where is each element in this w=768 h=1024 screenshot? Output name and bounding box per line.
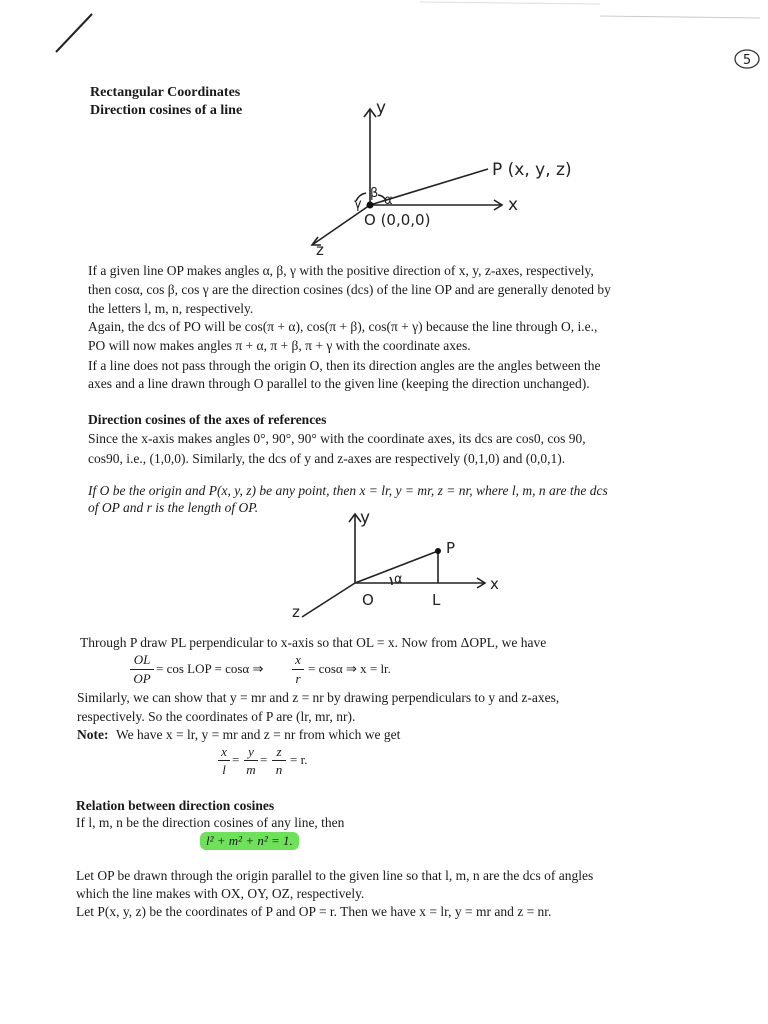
eq2-bar2: [244, 760, 258, 761]
title-rectangular-coordinates: Rectangular Coordinates: [90, 85, 241, 100]
page-number: 5: [742, 53, 752, 68]
highlighted-identity: l² + m² + n² = 1.: [200, 832, 299, 850]
fig2-l-label: L: [432, 591, 441, 609]
heading-relation-dcs: Relation between direction cosines: [76, 798, 275, 813]
para4: Through P draw PL perpendicular to x-axis so that OL = x. Now from ΔOPL, we have: [80, 635, 547, 650]
para3-line1: If O be the origin and P(x, y, z) be any point, then x = lr, y = mr, z = nr, where l, m, n are the dcs: [88, 483, 608, 498]
eq2-n3: z: [276, 744, 282, 759]
eq1-num1: OL: [133, 652, 151, 667]
origin-point: [367, 202, 374, 209]
fig2-y-label: y: [360, 508, 371, 528]
fig1-gamma-label: γ: [354, 197, 362, 212]
para3-line2: of OP and r is the length of OP.: [88, 500, 259, 515]
para1-line3: the letters l, m, n, respectively.: [88, 301, 254, 316]
eq1-den2: r: [295, 671, 301, 686]
fig2-point-p: [435, 548, 441, 554]
page-number-circle: [732, 46, 762, 72]
para1-line1: If a given line OP makes angles α, β, γ with the positive direction of x, y, z-axes, respectively,: [88, 263, 594, 278]
fig1-alpha-label: α: [384, 193, 393, 208]
fig1-beta-label: β: [370, 186, 379, 201]
fig1-z-label: z: [316, 241, 324, 259]
scan-corner-mark: [0, 0, 768, 60]
fig1-x-label: x: [508, 195, 519, 215]
eq1-tail: = cosα ⇒ x = lr.: [308, 661, 391, 676]
eq1-fraction-bar2: [292, 669, 304, 670]
para6: If l, m, n be the direction cosines of any line, then: [76, 815, 345, 830]
figure-direction-angles: [290, 95, 620, 260]
fig2-x-label: x: [490, 575, 499, 593]
para1-line2: then cosα, cos β, cos γ are the direction cosines (dcs) of the line OP and are generally denoted by: [88, 282, 611, 297]
eq1-den1: OP: [133, 671, 151, 686]
fig1-p-label: P (x, y, z): [492, 160, 572, 180]
para7-line2: which the line makes with OX, OY, OZ, respectively.: [76, 886, 365, 901]
heading-axes-of-reference: Direction cosines of the axes of references: [88, 412, 327, 427]
eq2-bar1: [218, 760, 230, 761]
note-text: We have x = lr, y = mr and z = nr from which we get: [116, 727, 401, 742]
eq2-d2: m: [246, 762, 256, 777]
para2-line1: Since the x-axis makes angles 0°, 90°, 90° with the coordinate axes, its dcs are cos0, cos 90,: [88, 431, 586, 446]
para5-line2: respectively. So the coordinates of P are (lr, mr, nr).: [77, 709, 356, 724]
para1-line5: PO will now makes angles π + α, π + β, π + γ with the coordinate axes.: [88, 338, 471, 353]
title-direction-cosines: Direction cosines of a line: [90, 103, 243, 118]
eq1-fraction-bar1: [130, 669, 154, 670]
para1-line7: axes and a line drawn through O parallel to the given line (keeping the direction unchanged).: [88, 376, 590, 391]
fig2-z-axis-line: [302, 583, 355, 617]
eq2-n2: y: [248, 744, 254, 759]
para1-line6: If a line does not pass through the origin O, then its direction angles are the angles between the: [88, 358, 601, 373]
para1-line4: Again, the dcs of PO will be cos(π + α), cos(π + β), cos(π + γ) because the line through O, i.e.,: [88, 319, 598, 334]
fig1-o-label: O (0,0,0): [364, 211, 431, 229]
eq1-mid: = cos LOP = cosα ⇒: [156, 661, 264, 676]
eq2-d3: n: [275, 762, 283, 777]
para5-line1: Similarly, we can show that y = mr and z = nr by drawing perpendiculars to y and z-axes,: [77, 690, 560, 705]
fig1-y-label: y: [376, 98, 387, 118]
para7-line3: Let P(x, y, z) be the coordinates of P and OP = r. Then we have x = lr, y = mr and z = nr.: [76, 904, 552, 919]
eq2-n1: x: [221, 744, 227, 759]
para7-line1: Let OP be drawn through the origin parallel to the given line so that l, m, n are the dcs of angles: [76, 868, 594, 883]
eq1-num2: x: [295, 652, 301, 667]
note-label: Note:: [77, 727, 109, 742]
eq2-tail: = r.: [290, 752, 308, 767]
para2-line2: cos90, i.e., (1,0,0). Similarly, the dcs of y and z-axes are respectively (0,1,0) and (0,0,1).: [88, 451, 566, 466]
fig2-alpha-label: α: [394, 572, 403, 587]
eq2-bar3: [272, 760, 286, 761]
eq2-d1: l: [222, 762, 226, 777]
fig2-o-label: O: [362, 591, 374, 609]
fig2-p-label: P: [446, 539, 456, 557]
fig2-z-label: z: [292, 603, 300, 621]
figure-coordinates-of-p: [280, 505, 540, 635]
